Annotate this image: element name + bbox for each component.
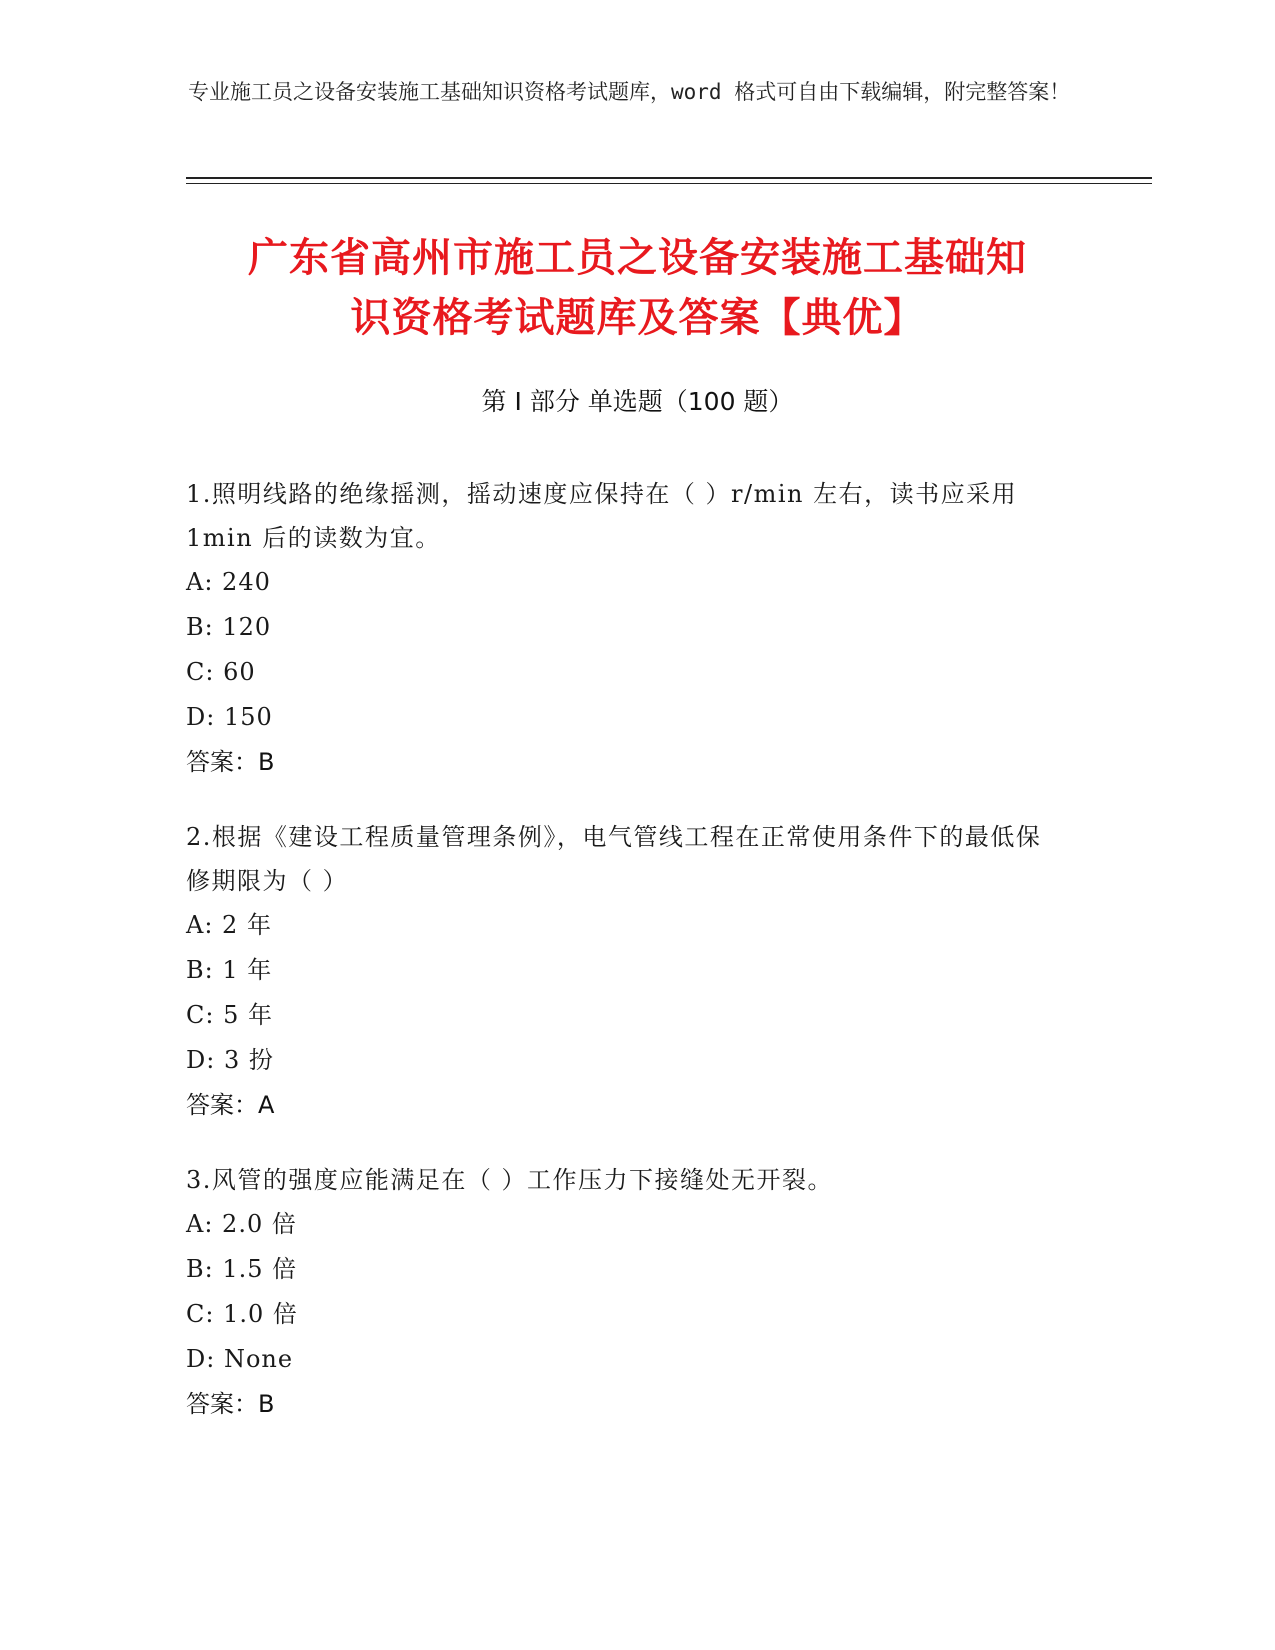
header-divider-thick xyxy=(186,177,1152,179)
option-a: A: 2 年 xyxy=(186,911,272,939)
option-d: D: 3 扮 xyxy=(186,1046,274,1074)
section-title: 第 I 部分 单选题（100 题） xyxy=(481,387,794,416)
option-a: A: 2.0 倍 xyxy=(186,1210,297,1238)
question-2 xyxy=(186,815,1066,1128)
question-1 xyxy=(186,472,1066,785)
option-b: B: 1.5 倍 xyxy=(186,1255,298,1283)
question-list xyxy=(186,472,1066,1457)
answer: 答案：B xyxy=(186,1390,275,1418)
document-title-line-2: 识资格考试题库及答案【典优】 xyxy=(350,295,925,341)
question-stem: 1.照明线路的绝缘摇测，摇动速度应保持在（ ）r/min 左右，读书应采用 1min 后的读数为宜。 xyxy=(186,480,1018,552)
option-b: B: 1 年 xyxy=(186,956,273,984)
option-d: D: 150 xyxy=(186,703,273,731)
question-stem: 2.根据《建设工程质量管理条例》，电气管线工程在正常使用条件下的最低保修期限为（ ） xyxy=(186,823,1042,895)
option-c: C: 5 年 xyxy=(186,1001,273,1029)
question-3 xyxy=(186,1158,1066,1427)
option-b: B: 120 xyxy=(186,613,272,641)
document-title xyxy=(150,228,1125,348)
header-note: 专业施工员之设备安装施工基础知识资格考试题库，word 格式可自由下载编辑，附完整答案！ xyxy=(188,80,1071,104)
option-c: C: 1.0 倍 xyxy=(186,1300,298,1328)
document-title-line-1: 广东省高州市施工员之设备安装施工基础知 xyxy=(248,235,1027,281)
option-c: C: 60 xyxy=(186,658,256,686)
question-stem: 3.风管的强度应能满足在（ ）工作压力下接缝处无开裂。 xyxy=(186,1166,834,1194)
header-divider-thin xyxy=(186,183,1152,184)
option-d: D: None xyxy=(186,1345,294,1373)
option-a: A: 240 xyxy=(186,568,271,596)
answer: 答案：B xyxy=(186,748,275,776)
answer: 答案：A xyxy=(186,1091,275,1119)
